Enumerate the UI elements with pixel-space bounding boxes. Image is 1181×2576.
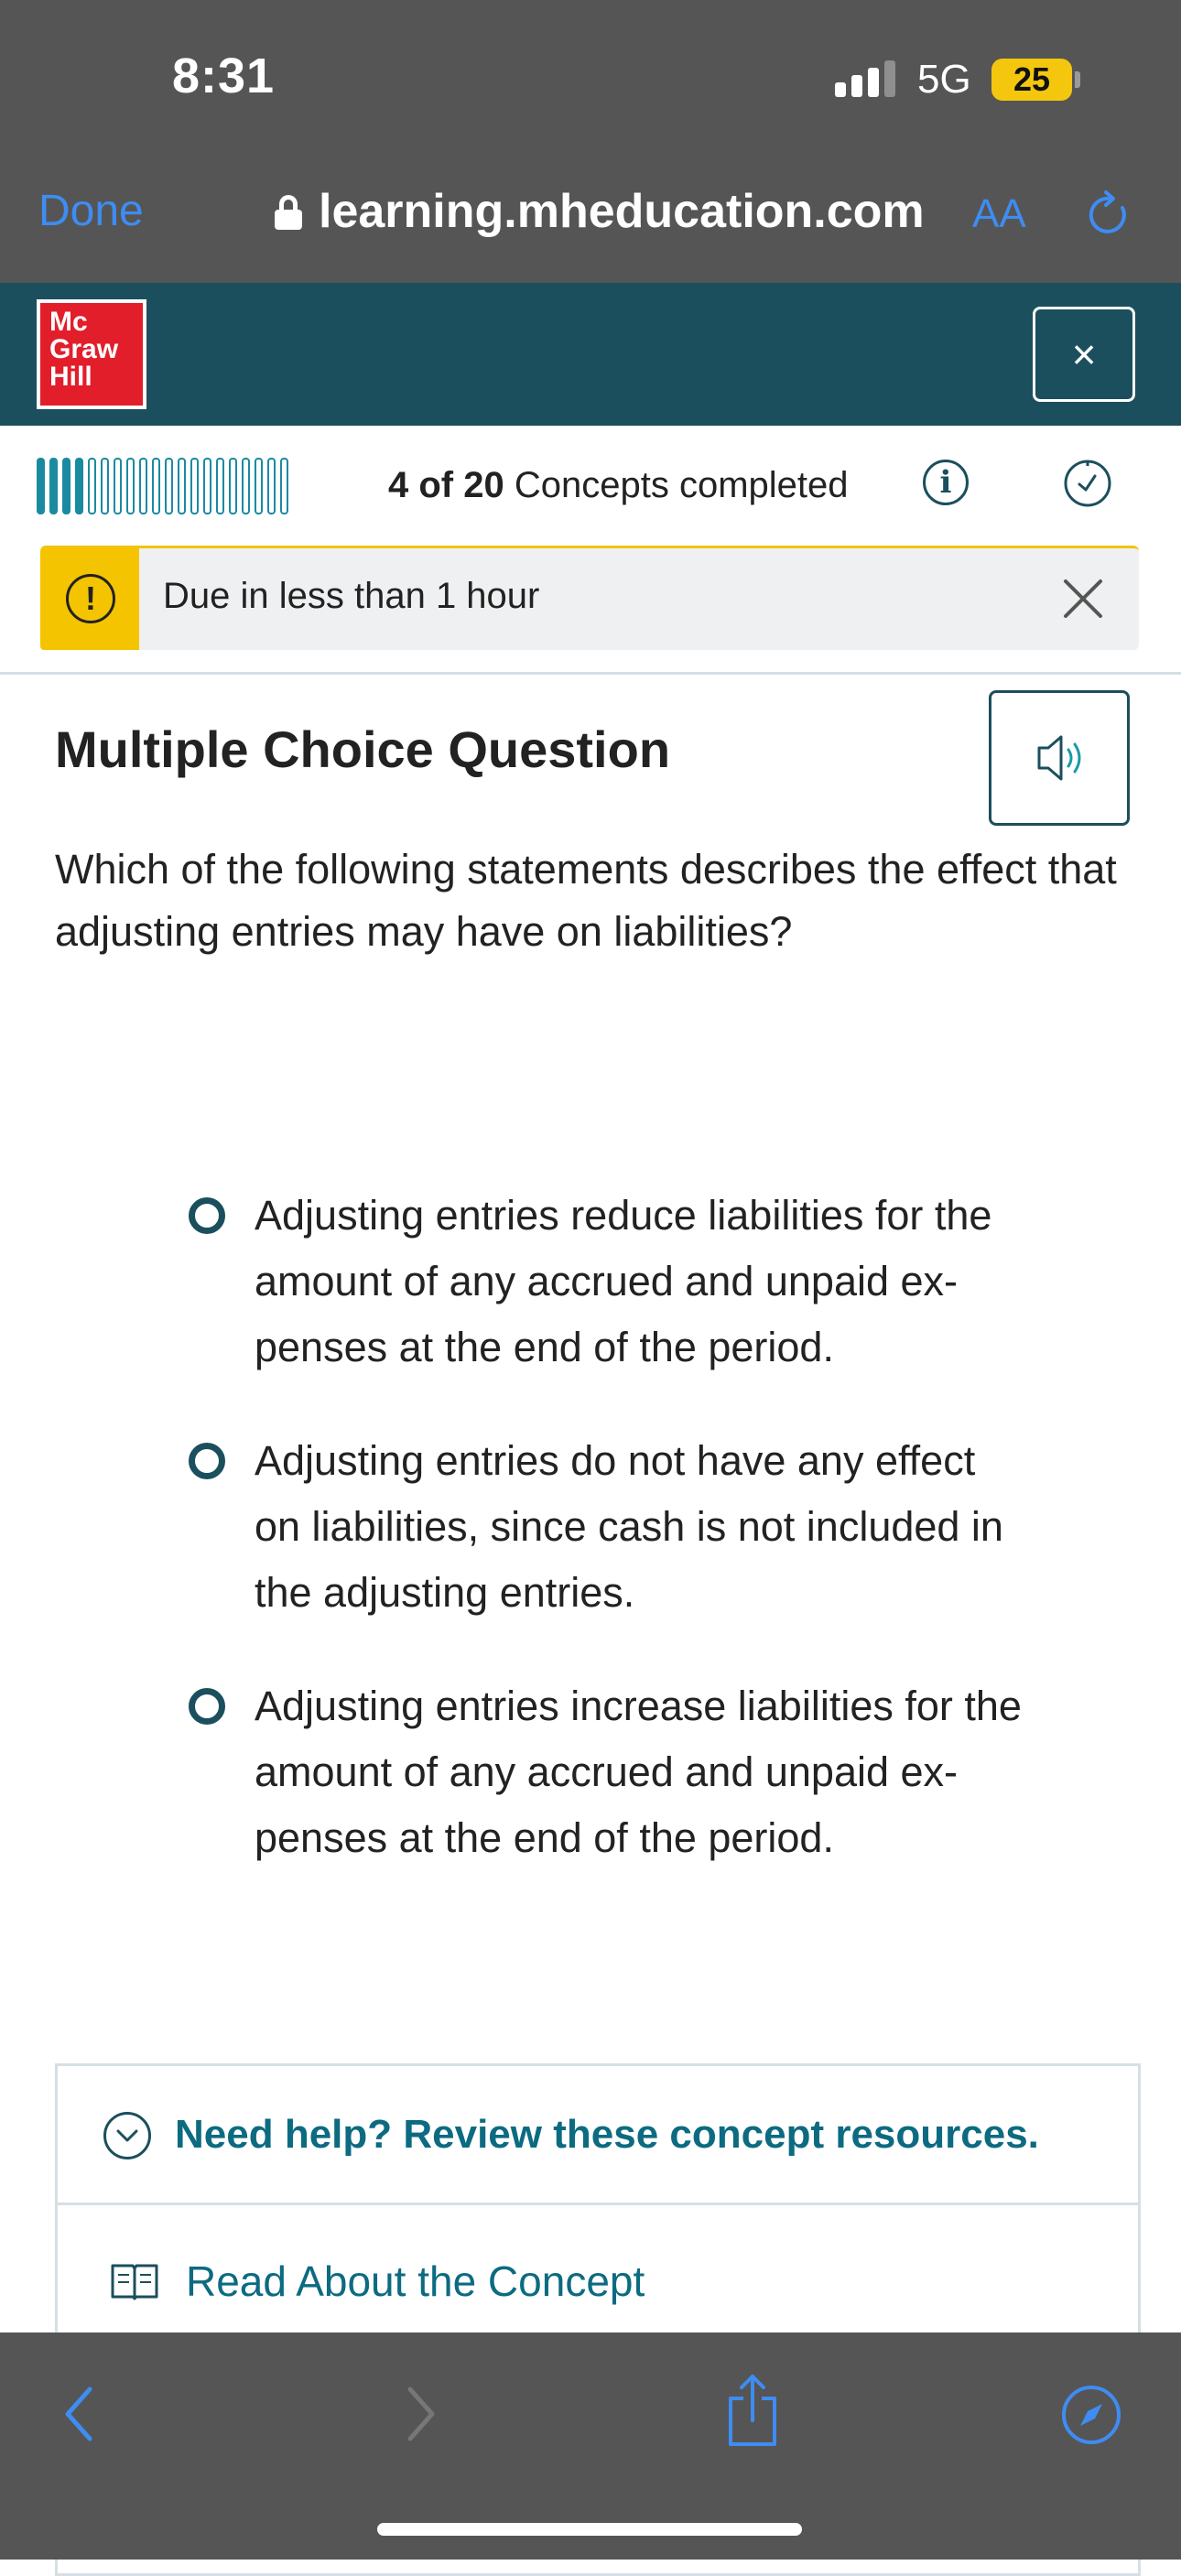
forward-icon[interactable] [399, 2382, 441, 2446]
answer-option[interactable]: Adjusting entries do not have any effect on liabilities, since cash is not included in the adjusting entries. [183, 1428, 1099, 1626]
divider [0, 672, 1181, 675]
text-size-label: AA [972, 191, 1026, 236]
read-about-concept-link[interactable]: Read About the Concept [186, 2257, 645, 2305]
back-icon[interactable] [59, 2382, 101, 2446]
progress-segment [37, 458, 45, 514]
progress-segment [126, 458, 135, 514]
progress-label: Concepts completed [514, 465, 849, 505]
close-button[interactable]: × [1033, 307, 1135, 402]
help-title: Need help? Review these concept resources. [175, 2112, 1039, 2157]
progress-segment [203, 458, 211, 514]
progress-segment [280, 458, 288, 514]
status-bar [0, 0, 1181, 160]
status-time: 8:31 [172, 49, 276, 103]
question-text: Which of the following statements describes the effect that adjusting entries may have on liabilities? [55, 846, 1117, 955]
progress-segment [242, 458, 250, 514]
answer-options [183, 1183, 1099, 1919]
read-aloud-button[interactable] [989, 690, 1130, 826]
question-type-title: Multiple Choice Question [55, 720, 671, 778]
compass-icon[interactable] [1060, 2384, 1122, 2446]
progress-text [388, 465, 849, 506]
text-size-button[interactable] [972, 191, 1026, 237]
done-button[interactable]: Done [38, 187, 144, 235]
due-alert [40, 546, 1139, 650]
progress-segment [255, 458, 263, 514]
answer-option[interactable]: Adjusting entries reduce liabilities for the amount of any accrued and unpaid ex- penses at the end of the period. [183, 1183, 1099, 1380]
browser-bar [0, 160, 1181, 283]
progress-segment [114, 458, 122, 514]
progress-segment [152, 458, 160, 514]
battery-cap [1075, 71, 1080, 88]
progress-segment [49, 458, 58, 514]
battery-icon: 25 [991, 59, 1072, 101]
help-toggle[interactable] [58, 2066, 1138, 2205]
network-type: 5G [917, 57, 971, 102]
address-bar[interactable] [275, 184, 925, 239]
share-icon[interactable] [723, 2371, 782, 2450]
chevron-down-icon [103, 2112, 151, 2159]
app-header [0, 283, 1181, 426]
progress-segment [62, 458, 70, 514]
radio-button[interactable] [189, 1443, 225, 1479]
progress-segment [267, 458, 276, 514]
signal-icon [835, 60, 899, 97]
url-text: learning.mheducation.com [319, 185, 925, 238]
progress-segment [101, 458, 109, 514]
progress-segment [216, 458, 224, 514]
progress-segment [190, 458, 199, 514]
progress-segment [139, 458, 147, 514]
lock-icon [275, 195, 302, 228]
due-text: Due in less than 1 hour [163, 576, 540, 616]
radio-button[interactable] [189, 1688, 225, 1725]
book-icon [109, 2260, 160, 2300]
reload-icon[interactable] [1082, 189, 1133, 241]
progress-segment [75, 458, 83, 514]
progress-segment [88, 458, 96, 514]
warning-block [40, 548, 139, 650]
progress-segment [165, 458, 173, 514]
info-icon[interactable]: i [923, 460, 969, 505]
progress-row [37, 449, 1144, 522]
dismiss-alert-icon[interactable] [1060, 576, 1106, 622]
concepts-progress-bar [37, 458, 288, 514]
progress-count: 4 of 20 [388, 465, 504, 505]
answer-option[interactable]: Adjusting entries increase liabilities for the amount of any accrued and unpaid ex- penses at the end of the period. [183, 1673, 1099, 1871]
radio-button[interactable] [189, 1197, 225, 1234]
home-indicator [377, 2523, 802, 2536]
mcgraw-hill-logo: Mc Graw Hill [37, 299, 146, 409]
progress-segment [178, 458, 186, 514]
clock-check-icon[interactable] [1062, 458, 1113, 509]
speaker-icon [991, 693, 1129, 823]
warning-icon: ! [66, 574, 115, 623]
progress-segment [229, 458, 237, 514]
